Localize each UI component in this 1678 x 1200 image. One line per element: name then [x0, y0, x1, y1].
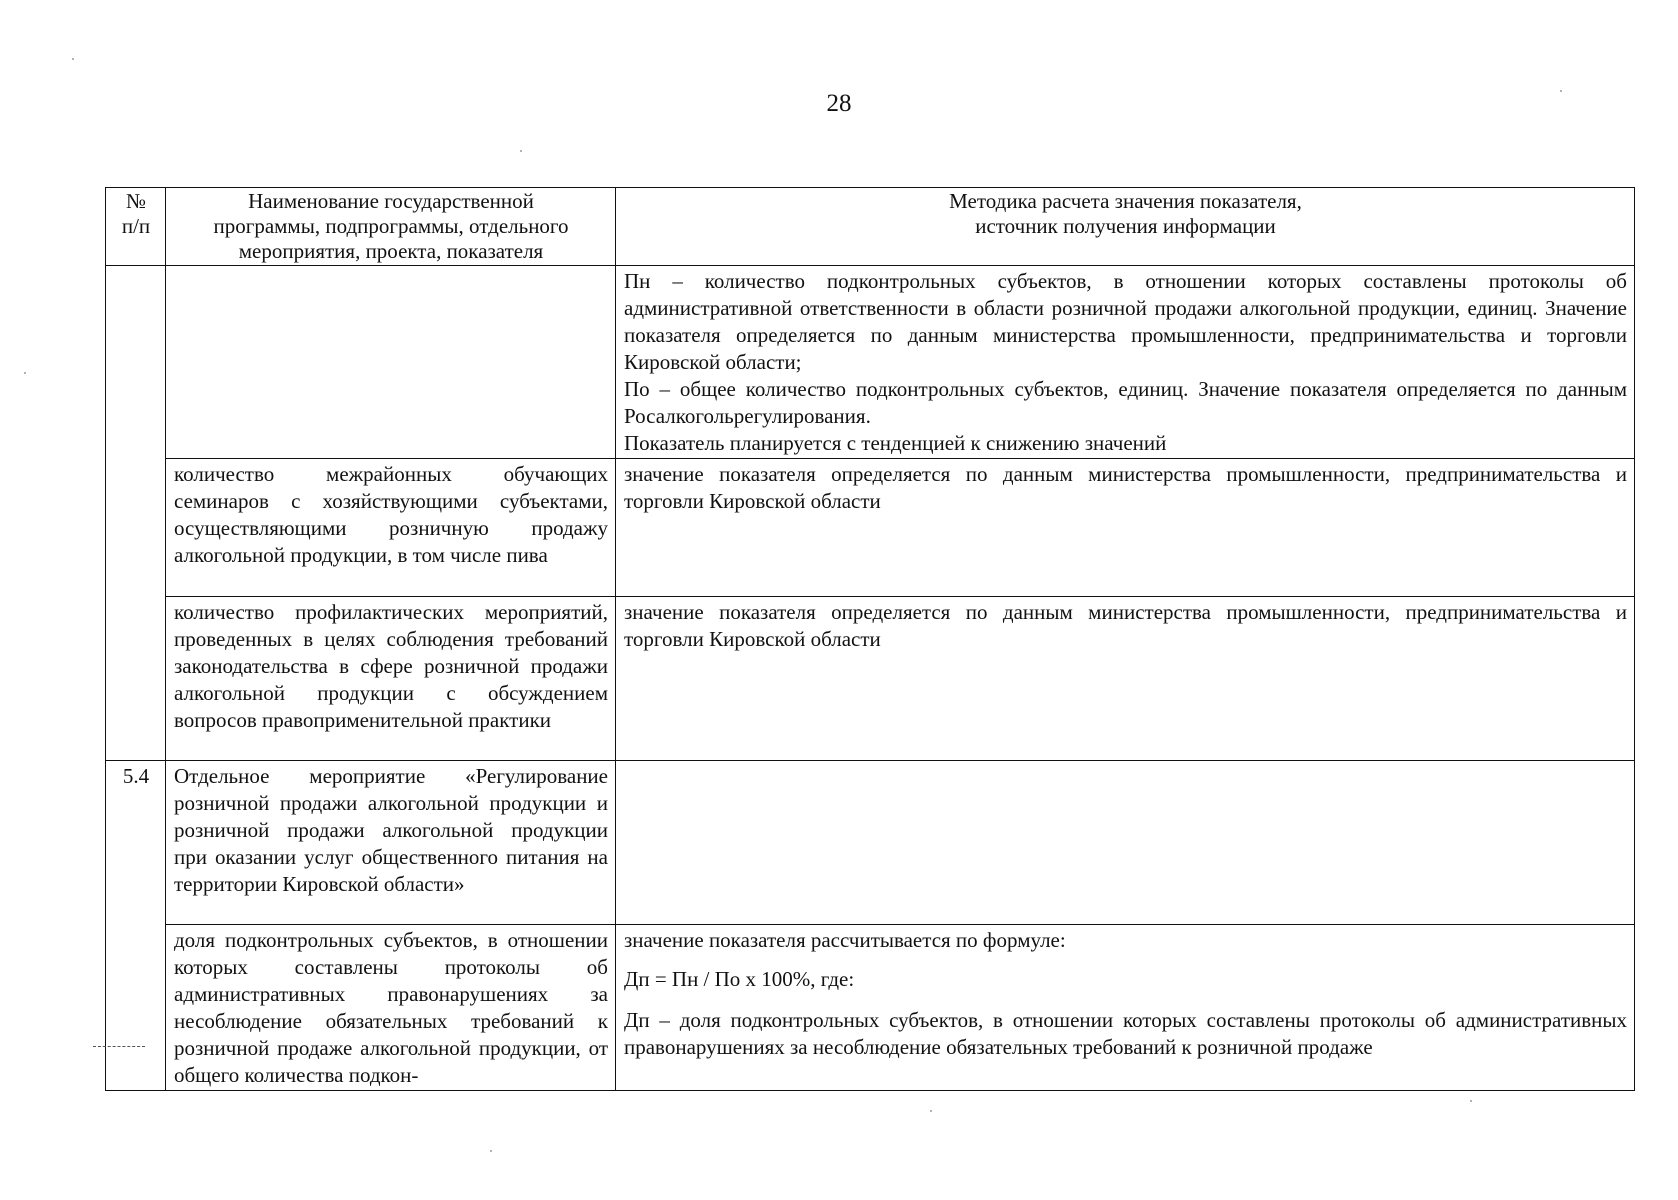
header-method-line: источник получения информации	[975, 214, 1276, 238]
scan-speck	[1470, 1100, 1472, 1102]
row-method	[616, 925, 1635, 1091]
table-header-row	[106, 188, 1635, 266]
row-method	[616, 761, 1635, 925]
row-name: доля подконтрольных субъектов, в отношении которых составлены протоколы об административных правонарушениях за несоблюдение обязательных требований к розничной продаже алкогольной продукции, от общего количества подкон-	[166, 925, 616, 1091]
header-number-line: №	[125, 189, 147, 213]
row-number: 5.4	[106, 761, 166, 1091]
method-paragraph: значение показателя определяется по данным министерства промышленности, предпринимательства и торговли Кировской области	[624, 600, 1627, 651]
row-name: количество профилактических мероприятий, проведенных в целях соблюдения требований законодательства в сфере розничной продажи алкогольной продукции с обсуждением вопросов правоприменительной практики	[166, 597, 616, 761]
margin-dash-mark	[93, 1046, 145, 1047]
method-paragraph: Дп – доля подконтрольных субъектов, в отношении которых составлены протоколы об административных правонарушениях за несоблюдение обязательных требований к розничной продаже	[624, 1008, 1627, 1059]
header-name-line: мероприятия, проекта, показателя	[238, 239, 544, 263]
header-number-line: п/п	[121, 214, 151, 238]
table-row	[106, 266, 1635, 459]
header-name	[166, 188, 616, 266]
header-method	[616, 188, 1635, 266]
scan-speck	[930, 1110, 932, 1112]
row-name	[166, 266, 616, 459]
method-paragraph: Показатель планируется с тенденцией к снижению значений	[624, 431, 1167, 455]
method-paragraph: Пн – количество подконтрольных субъектов, в отношении которых составлены протоколы об административной ответственности в области розничной продажи алкогольной продукции, единиц. Значение показателя определяется по данным министерства промышленности, предпринимательства и торговли Кировской области;	[624, 269, 1627, 374]
row-method	[616, 597, 1635, 761]
header-name-line: программы, подпрограммы, отдельного	[213, 214, 569, 238]
header-method-line: Методика расчета значения показателя,	[949, 189, 1302, 213]
table-row	[106, 761, 1635, 925]
method-paragraph: значение показателя рассчитывается по формуле:	[624, 928, 1066, 952]
header-number	[106, 188, 166, 266]
row-method	[616, 266, 1635, 459]
row-number	[106, 266, 166, 761]
table-row	[106, 597, 1635, 761]
scan-speck	[1560, 90, 1562, 92]
page-number: 28	[826, 90, 852, 117]
scan-speck	[24, 372, 26, 374]
scan-speck	[490, 1150, 492, 1152]
header-name-line: Наименование государственной	[248, 189, 534, 213]
scan-speck	[520, 150, 522, 152]
scan-speck	[72, 58, 74, 60]
table-row	[106, 925, 1635, 1091]
formula: Дп = Пн / По х 100%, где:	[624, 967, 855, 991]
table-row	[106, 459, 1635, 597]
method-paragraph: По – общее количество подконтрольных субъектов, единиц. Значение показателя определяется по данным Росалкогольрегулирования.	[624, 377, 1627, 428]
indicator-table	[105, 187, 1635, 1091]
method-paragraph: значение показателя определяется по данным министерства промышленности, предпринимательства и торговли Кировской области	[624, 462, 1627, 513]
row-method	[616, 459, 1635, 597]
row-name: количество межрайонных обучающих семинаров с хозяйствующими субъектами, осуществляющими розничную продажу алкогольной продукции, в том числе пива	[166, 459, 616, 597]
row-name: Отдельное мероприятие «Регулирование розничной продажи алкогольной продукции и розничной продажи алкогольной продукции при оказании услуг общественного питания на территории Кировской области»	[166, 761, 616, 925]
